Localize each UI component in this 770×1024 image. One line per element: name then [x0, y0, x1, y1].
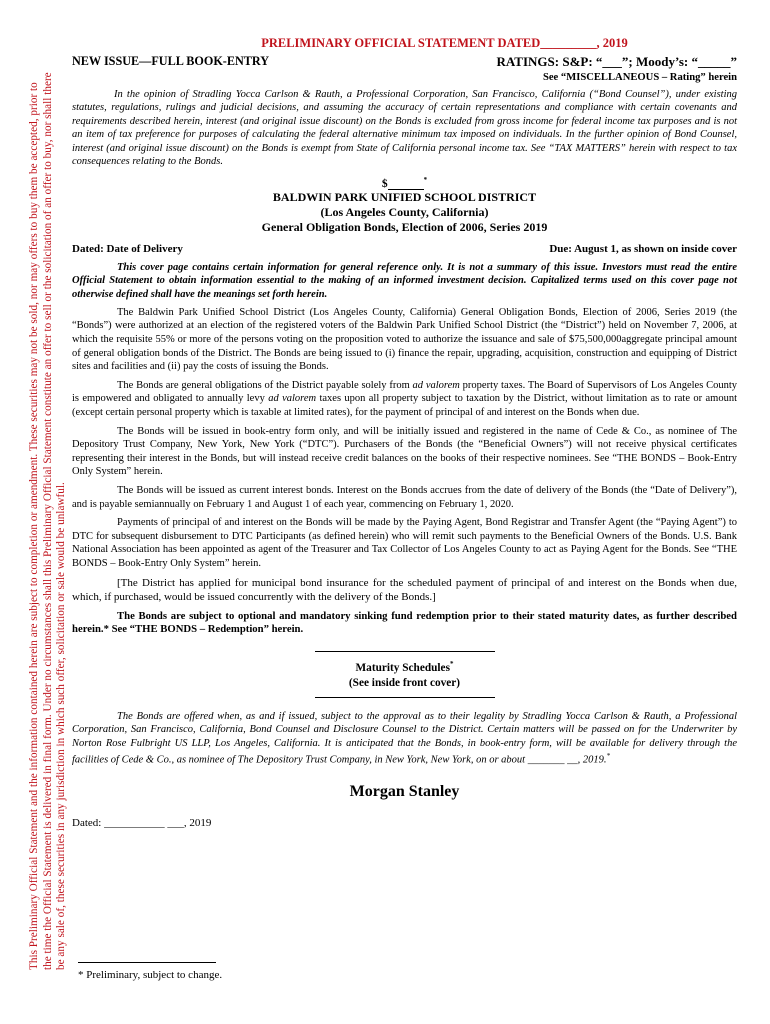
paragraph-interest: The Bonds will be issued as current interest bonds. Interest on the Bonds accrues from the date of delivery of the Bonds (the “Date of Delivery”), and is payable semiannually on February 1 and August 1 of each year, commencing on February 1, 2020.	[72, 485, 737, 510]
issue-row	[72, 54, 737, 70]
maturity-schedules-box	[315, 651, 495, 698]
legend-line-1: This Preliminary Official Statement and the information contained herein are subject to completion or amendment. These securities may not be sold, nor may offers to buy them be accepted, prior to	[28, 82, 40, 970]
dollar-sign: $	[381, 178, 388, 191]
dated-bottom: Dated: ___________ ___, 2019	[72, 817, 212, 830]
ratings-reference: See “MISCELLANEOUS – Rating” herein	[542, 72, 737, 83]
underwriter-name: Morgan Stanley	[349, 783, 460, 801]
amount-blank	[388, 178, 424, 190]
ratings: RATINGS: S&P: “___”; Moody’s: “_____”	[496, 54, 737, 69]
dated-text: Dated: Date of Delivery	[72, 243, 183, 256]
issuer-county: (Los Angeles County, California)	[320, 205, 489, 220]
para2-text-e: taxes upon all property subject to taxation by the District, without limitation as to rate or amount (except certain personal property which is taxable at limited rates), for the payment of principal of and interest on the Bonds when due.	[72, 393, 737, 419]
footnote	[78, 962, 222, 981]
offering-mark: *	[606, 752, 610, 761]
offering-text: The Bonds are offered when, as and if issued, subject to the approval as to their legality by Stradling Yocca Carlson & Rauth, a Professional Corporation, San Francisco, California, Bond Counsel and Disclosure Counsel to the District. Certain matters will be passed on for the Underwriter by Norton Rose Fulbright US LLP, Los Angeles, California. It is anticipated that the Bonds, in book-entry form, will be available for delivery through the facilities of Cede & Co., as nominee of The Depository Trust Company, in New York, New York, on or about _______ __, 2019.	[72, 710, 737, 766]
cover-page	[72, 36, 737, 829]
maturity-bottom-rule	[315, 697, 495, 698]
issue-type: NEW ISSUE—FULL BOOK-ENTRY	[72, 54, 270, 68]
preliminary-disclaimer-legend	[28, 30, 69, 970]
para2-italic-d: ad valorem	[268, 393, 317, 405]
maturity-title	[315, 652, 495, 676]
due-text: Due: August 1, as shown on inside cover	[549, 243, 737, 256]
cover-page-notice: This cover page contains certain information for general reference only. It is not a summary of this issue. Investors must read the entire Official Statement to obtain information essential to the making of an informed investment decision. Capitalized terms used on this cover page not otherwise defined shall have the meanings set forth herein.	[72, 262, 737, 300]
paragraph-book-entry: The Bonds will be issued in book-entry form only, and will be initially issued and registered in the name of Cede & Co., as nominee of The Depository Trust Company, New York, New York (“DTC”). Purchasers of the Bonds (the “Beneficial Owners”) will not receive physical certificates representing their interest in the Bonds, but will instead receive credit balances on the books of their respective nominees. See “THE BONDS – Book-Entry Only System” herein.	[72, 425, 737, 478]
paragraph-payments: Payments of principal of and interest on the Bonds will be made by the Paying Agent, Bond Registrar and Transfer Agent (the “Paying Agent”) to DTC for subsequent disbursement to DTC Participants (as defined herein) who will remit such payments to the Beneficial Owners of the Bonds. U.S. Bank National Association has been appointed as agent of the Treasurer and Tax Collector of Los Angeles County to act as Paying Agent for the Bonds. See “THE BONDS – Book-Entry Only System” herein.	[72, 517, 737, 569]
footnote-text: * Preliminary, subject to change.	[78, 969, 223, 981]
issuer-name: BALDWIN PARK UNIFIED SCHOOL DISTRICT	[272, 190, 537, 205]
dated-due-row	[72, 243, 737, 255]
legend-line-2: the time the Official Statement is delivered in final form. Under no circumstances shall this Preliminary Official Statement constitute an offer to sell or the solicitation of an offer to buy, nor shall there	[41, 72, 54, 970]
paragraph-authorization: The Baldwin Park Unified School District (Los Angeles County, California) General Obligation Bonds, Election of 2006, Series 2019 (the “Bonds”) were authorized at an election of the registered voters of the Baldwin Park Unified School District (the “District”) held on November 7, 2006, at which the requisite 55% or more of the persons voting on the proposition voted to authorize the issuance and sale of $75,500,000aggregate principal amount of general obligation bonds of the District. The Bonds are being issued to (i) finance the repair, upgrading, acquisition, construction and equipping of District sites and facilities and (ii) pay the costs of issuing the Bonds.	[72, 306, 737, 373]
maturity-subtitle: (See inside front cover)	[348, 676, 461, 689]
para2-italic-b: ad valorem	[412, 379, 460, 391]
bond-series: General Obligation Bonds, Election of 2006, Series 2019	[261, 220, 548, 235]
paragraph-insurance: [The District has applied for municipal bond insurance for the scheduled payment of principal of and interest on the Bonds when due, which, if purchased, would be issued concurrently with the delivery of the Bonds.]	[72, 576, 737, 603]
maturity-title-text: Maturity Schedules	[355, 661, 450, 674]
redemption-notice: The Bonds are subject to optional and mandatory sinking fund redemption prior to their stated maturity dates, as further described herein.* See “THE BONDS – Redemption” herein.	[72, 609, 737, 636]
para2-text-c: property taxes. The Board of Supervisors of Los Angeles County is empowered and obligated to annually levy	[72, 379, 737, 405]
footnote-rule	[78, 962, 216, 963]
paragraph-security	[72, 379, 737, 420]
preliminary-title: PRELIMINARY OFFICIAL STATEMENT DATED_________, 2019	[261, 36, 628, 50]
issuer-block	[72, 190, 737, 235]
amount-footnote-mark: *	[423, 176, 428, 185]
offering-paragraph	[72, 710, 737, 768]
maturity-mark: *	[449, 659, 454, 668]
legend-line-3: be any sale of, these securities in any jurisdiction in which such offer, solicitation or sale would be unlawful.	[55, 482, 68, 970]
para2-text-a: The Bonds are general obligations of the District payable solely from	[117, 379, 413, 391]
bond-counsel-opinion: In the opinion of Stradling Yocca Carlson & Rauth, a Professional Corporation, San Francisco, California (“Bond Counsel”), under existing statutes, regulations, rulings and judicial decisions, and assuming the accuracy of certain representations and compliance with certain covenants and requirements described herein, interest (and original issue discount) on the Bonds is excluded from gross income for federal income tax purposes and is not an item of tax preference for purposes of calculating the federal alternative minimum tax imposed on individuals. In the further opinion of Bond Counsel, interest (and original issue discount) on the Bonds is exempt from State of California personal income tax. See “TAX MATTERS” herein with respect to tax consequences relating to the Bonds.	[72, 89, 737, 168]
principal-amount	[72, 176, 737, 190]
